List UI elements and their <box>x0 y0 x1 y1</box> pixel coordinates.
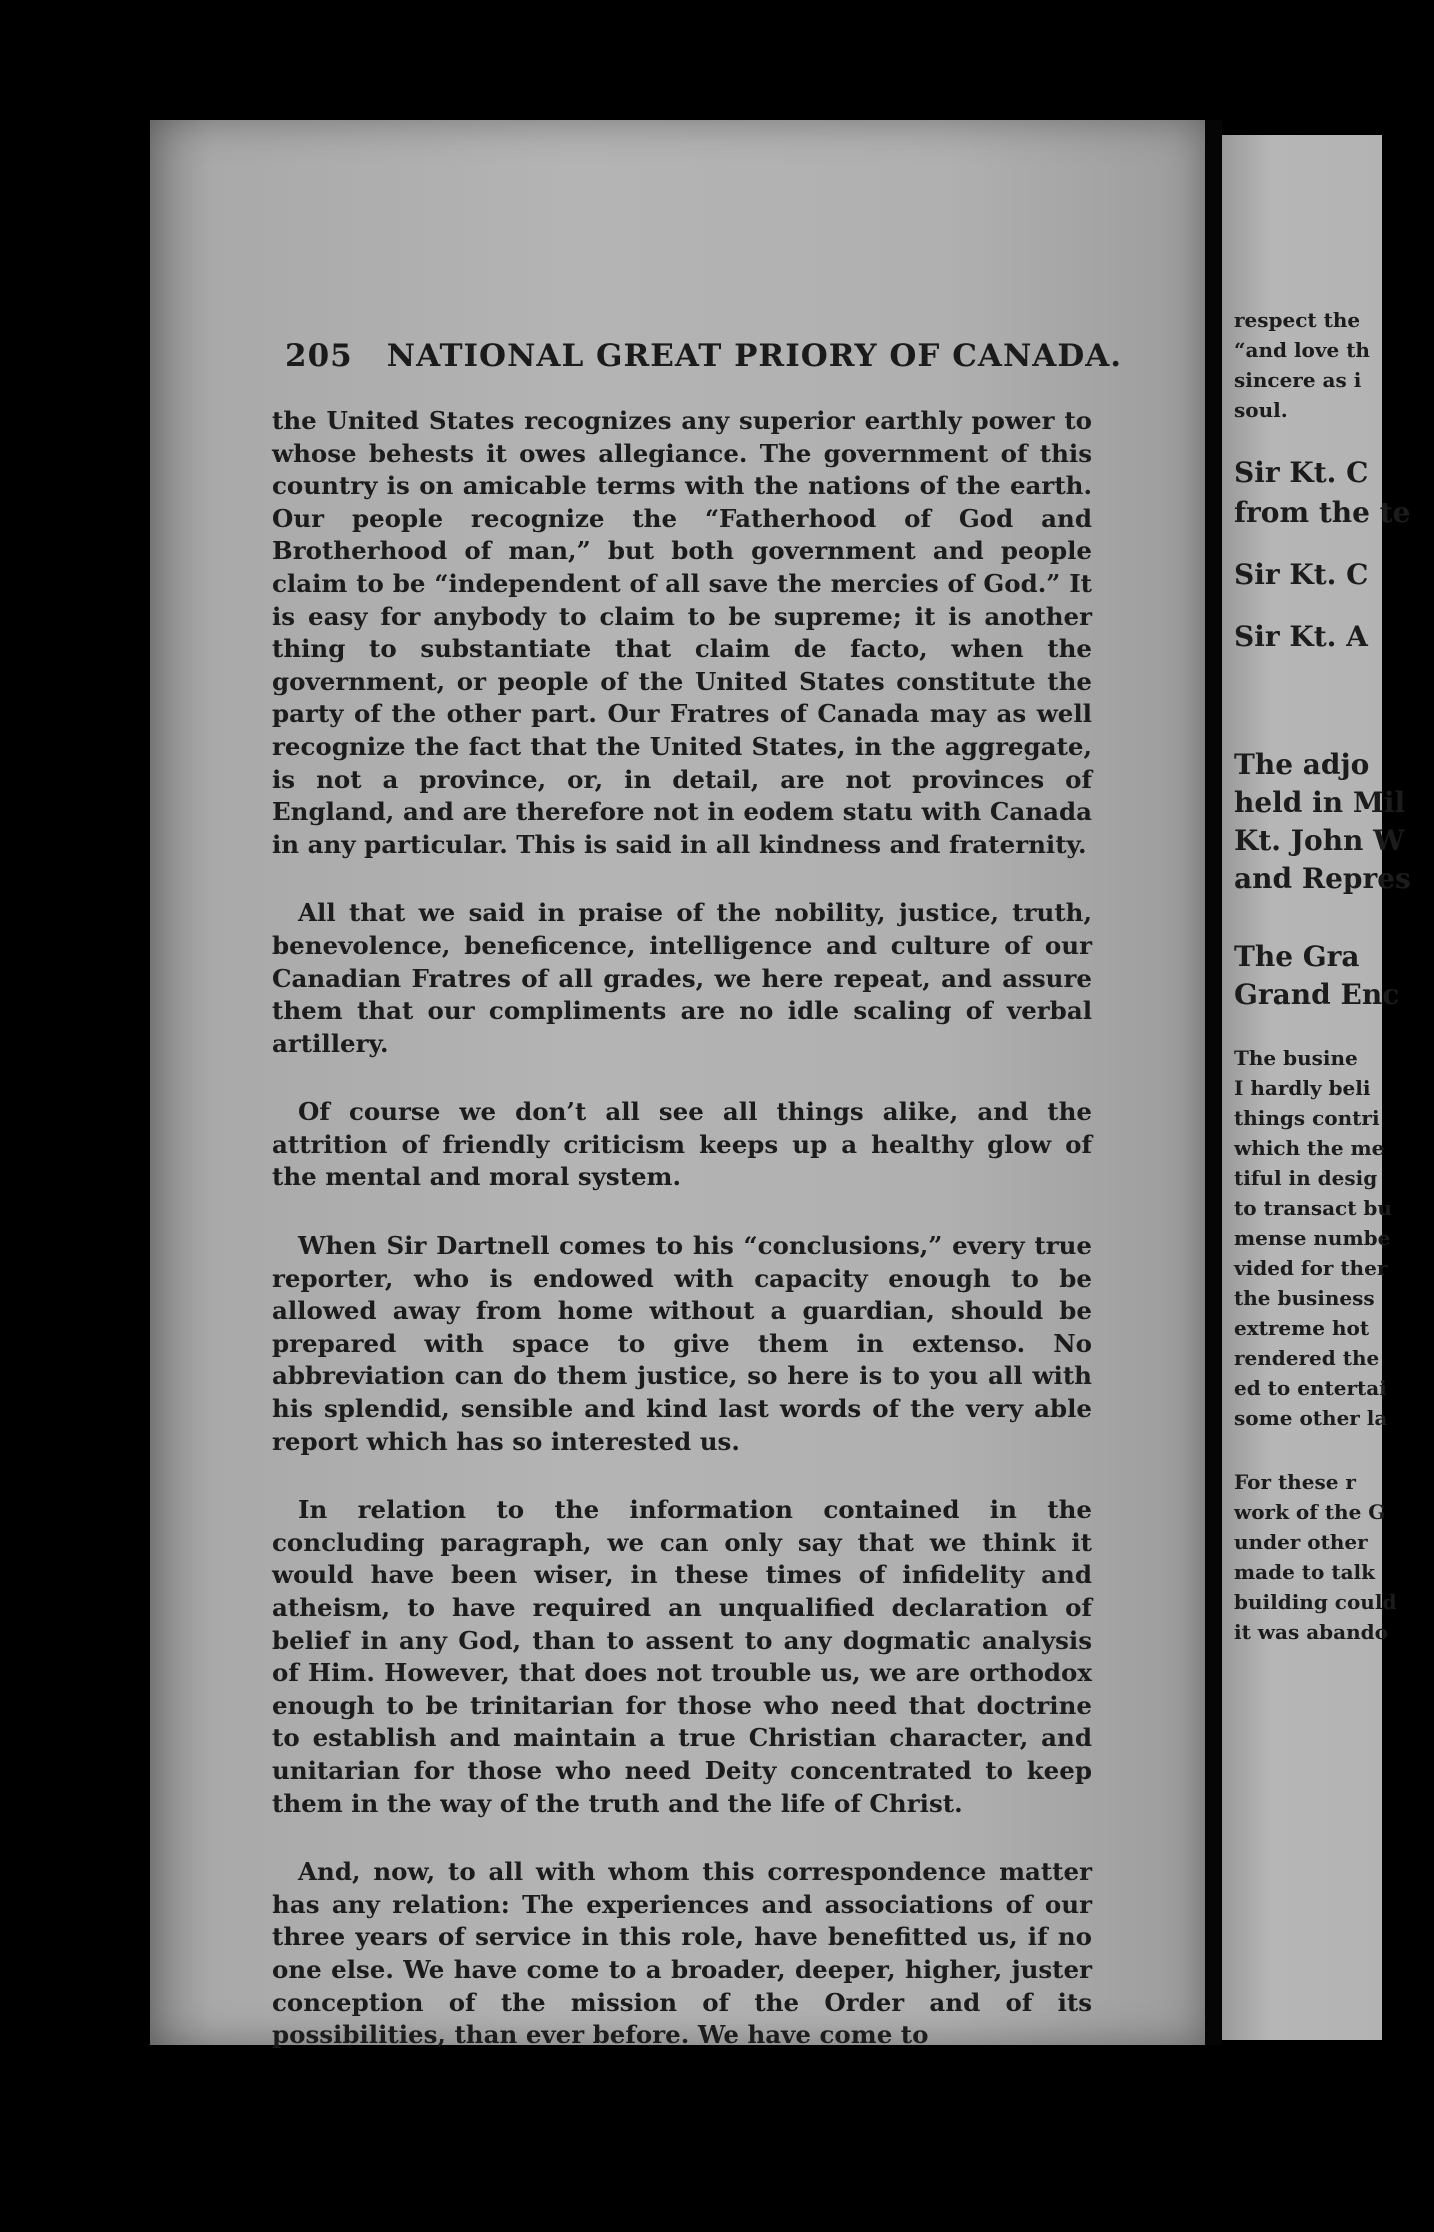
right-line: from the te <box>1234 496 1411 529</box>
paragraph: When Sir Dartnell comes to his “conclusions,” every true reporter, who is endowed with capacity enough to be allowed away from home without a guardian, should be prepared with space to give them in extenso. No abbreviation can do them justice, so here is to you all with his splendid, sensible and kind last words of the very able report which has so interested us. <box>272 1231 1092 1456</box>
paragraph: the United States recognizes any superior earthly power to whose behests it owes allegiance. The government of this country is on amicable terms with the nations of the earth. Our people recognize the “Fatherhood of God and Brotherhood of man,” but both government and people claim to be “independent of all save the mercies of God.” It is easy for anybody to claim to be supreme; it is another thing to substantiate that claim de facto, when the government, or people of the United States constitute the party of the other part. Our Fratres of Canada may as well recognize the fact that the United States, in the aggregate, is not a province, or, in detail, are not provinces of England, and are therefore not in eodem statu with Canada in any particular. This is said in all kindness and fraternity. <box>272 406 1092 859</box>
right-line: Grand Enc <box>1234 978 1400 1011</box>
right-line: Sir Kt. C <box>1234 558 1369 591</box>
right-line: vided for ther <box>1234 1256 1388 1280</box>
right-line: held in Mil <box>1234 786 1406 819</box>
body-text <box>272 405 1092 2088</box>
right-page-fragment <box>1222 135 1411 2040</box>
right-line: building could <box>1234 1590 1397 1614</box>
right-line: respect the <box>1234 308 1361 332</box>
right-line: I hardly beli <box>1234 1076 1371 1100</box>
right-line: sincere as i <box>1234 368 1362 392</box>
right-line: Sir Kt. C <box>1234 456 1369 489</box>
right-line: extreme hot <box>1234 1316 1370 1340</box>
paragraph: And, now, to all with whom this correspondence matter has any relation: The experiences and associations of our three years of service in this role, have benefitted us, if no one else. We have come to a broader, deeper, higher, juster conception of the mission of the Order and of its possibilities, than ever before. We have come to <box>272 1857 1092 2050</box>
right-line: soul. <box>1234 398 1288 422</box>
right-line: Kt. John W <box>1234 824 1405 857</box>
right-line: to transact bu <box>1234 1196 1392 1220</box>
right-line: ed to entertai <box>1234 1376 1387 1400</box>
right-line: which the me <box>1234 1136 1385 1160</box>
right-line: The busine <box>1234 1046 1358 1070</box>
running-header <box>285 338 1205 388</box>
right-line: mense numbe <box>1234 1226 1391 1250</box>
paragraph: All that we said in praise of the nobility, justice, truth, benevolence, beneficence, intelligence and culture of our Canadian Fratres of all grades, we here repeat, and assure them that our compliments are no idle scaling of verbal artillery. <box>272 898 1092 1058</box>
right-line: it was abando <box>1234 1620 1388 1644</box>
right-line: work of the G <box>1234 1500 1386 1524</box>
right-line: and Repres <box>1234 862 1411 895</box>
right-line: under other <box>1234 1530 1368 1554</box>
right-line: The Gra <box>1234 940 1360 973</box>
right-line: made to talk <box>1234 1560 1375 1584</box>
right-line: the business <box>1234 1286 1375 1310</box>
right-line: rendered the <box>1234 1346 1380 1370</box>
paragraph: Of course we don’t all see all things alike, and the attrition of friendly criticism keeps up a healthy glow of the mental and moral system. <box>272 1097 1092 1192</box>
right-line: For these r <box>1234 1470 1356 1494</box>
right-line: some other la <box>1234 1406 1388 1430</box>
right-line: The adjo <box>1234 748 1370 781</box>
running-head-title: NATIONAL GREAT PRIORY OF CANADA. <box>386 338 1123 374</box>
page-gutter <box>1205 120 1222 2045</box>
right-line: “and love th <box>1234 338 1370 362</box>
page-number: 205 <box>285 338 353 374</box>
paragraph: In relation to the information contained in the concluding paragraph, we can only say that we think it would have been wiser, in these times of infidelity and atheism, to have required an unqualified declaration of belief in any God, than to assent to any dogmatic analysis of Him. However, that does not trouble us, we are orthodox enough to be trinitarian for those who need that doctrine to establish and maintain a true Christian character, and unitarian for those who need Deity concentrated to keep them in the way of the truth and the life of Christ. <box>272 1495 1092 1818</box>
right-line: tiful in desig <box>1234 1166 1378 1190</box>
right-line: things contri <box>1234 1106 1380 1130</box>
left-page <box>150 120 1205 2050</box>
right-line: Sir Kt. A <box>1234 620 1368 653</box>
